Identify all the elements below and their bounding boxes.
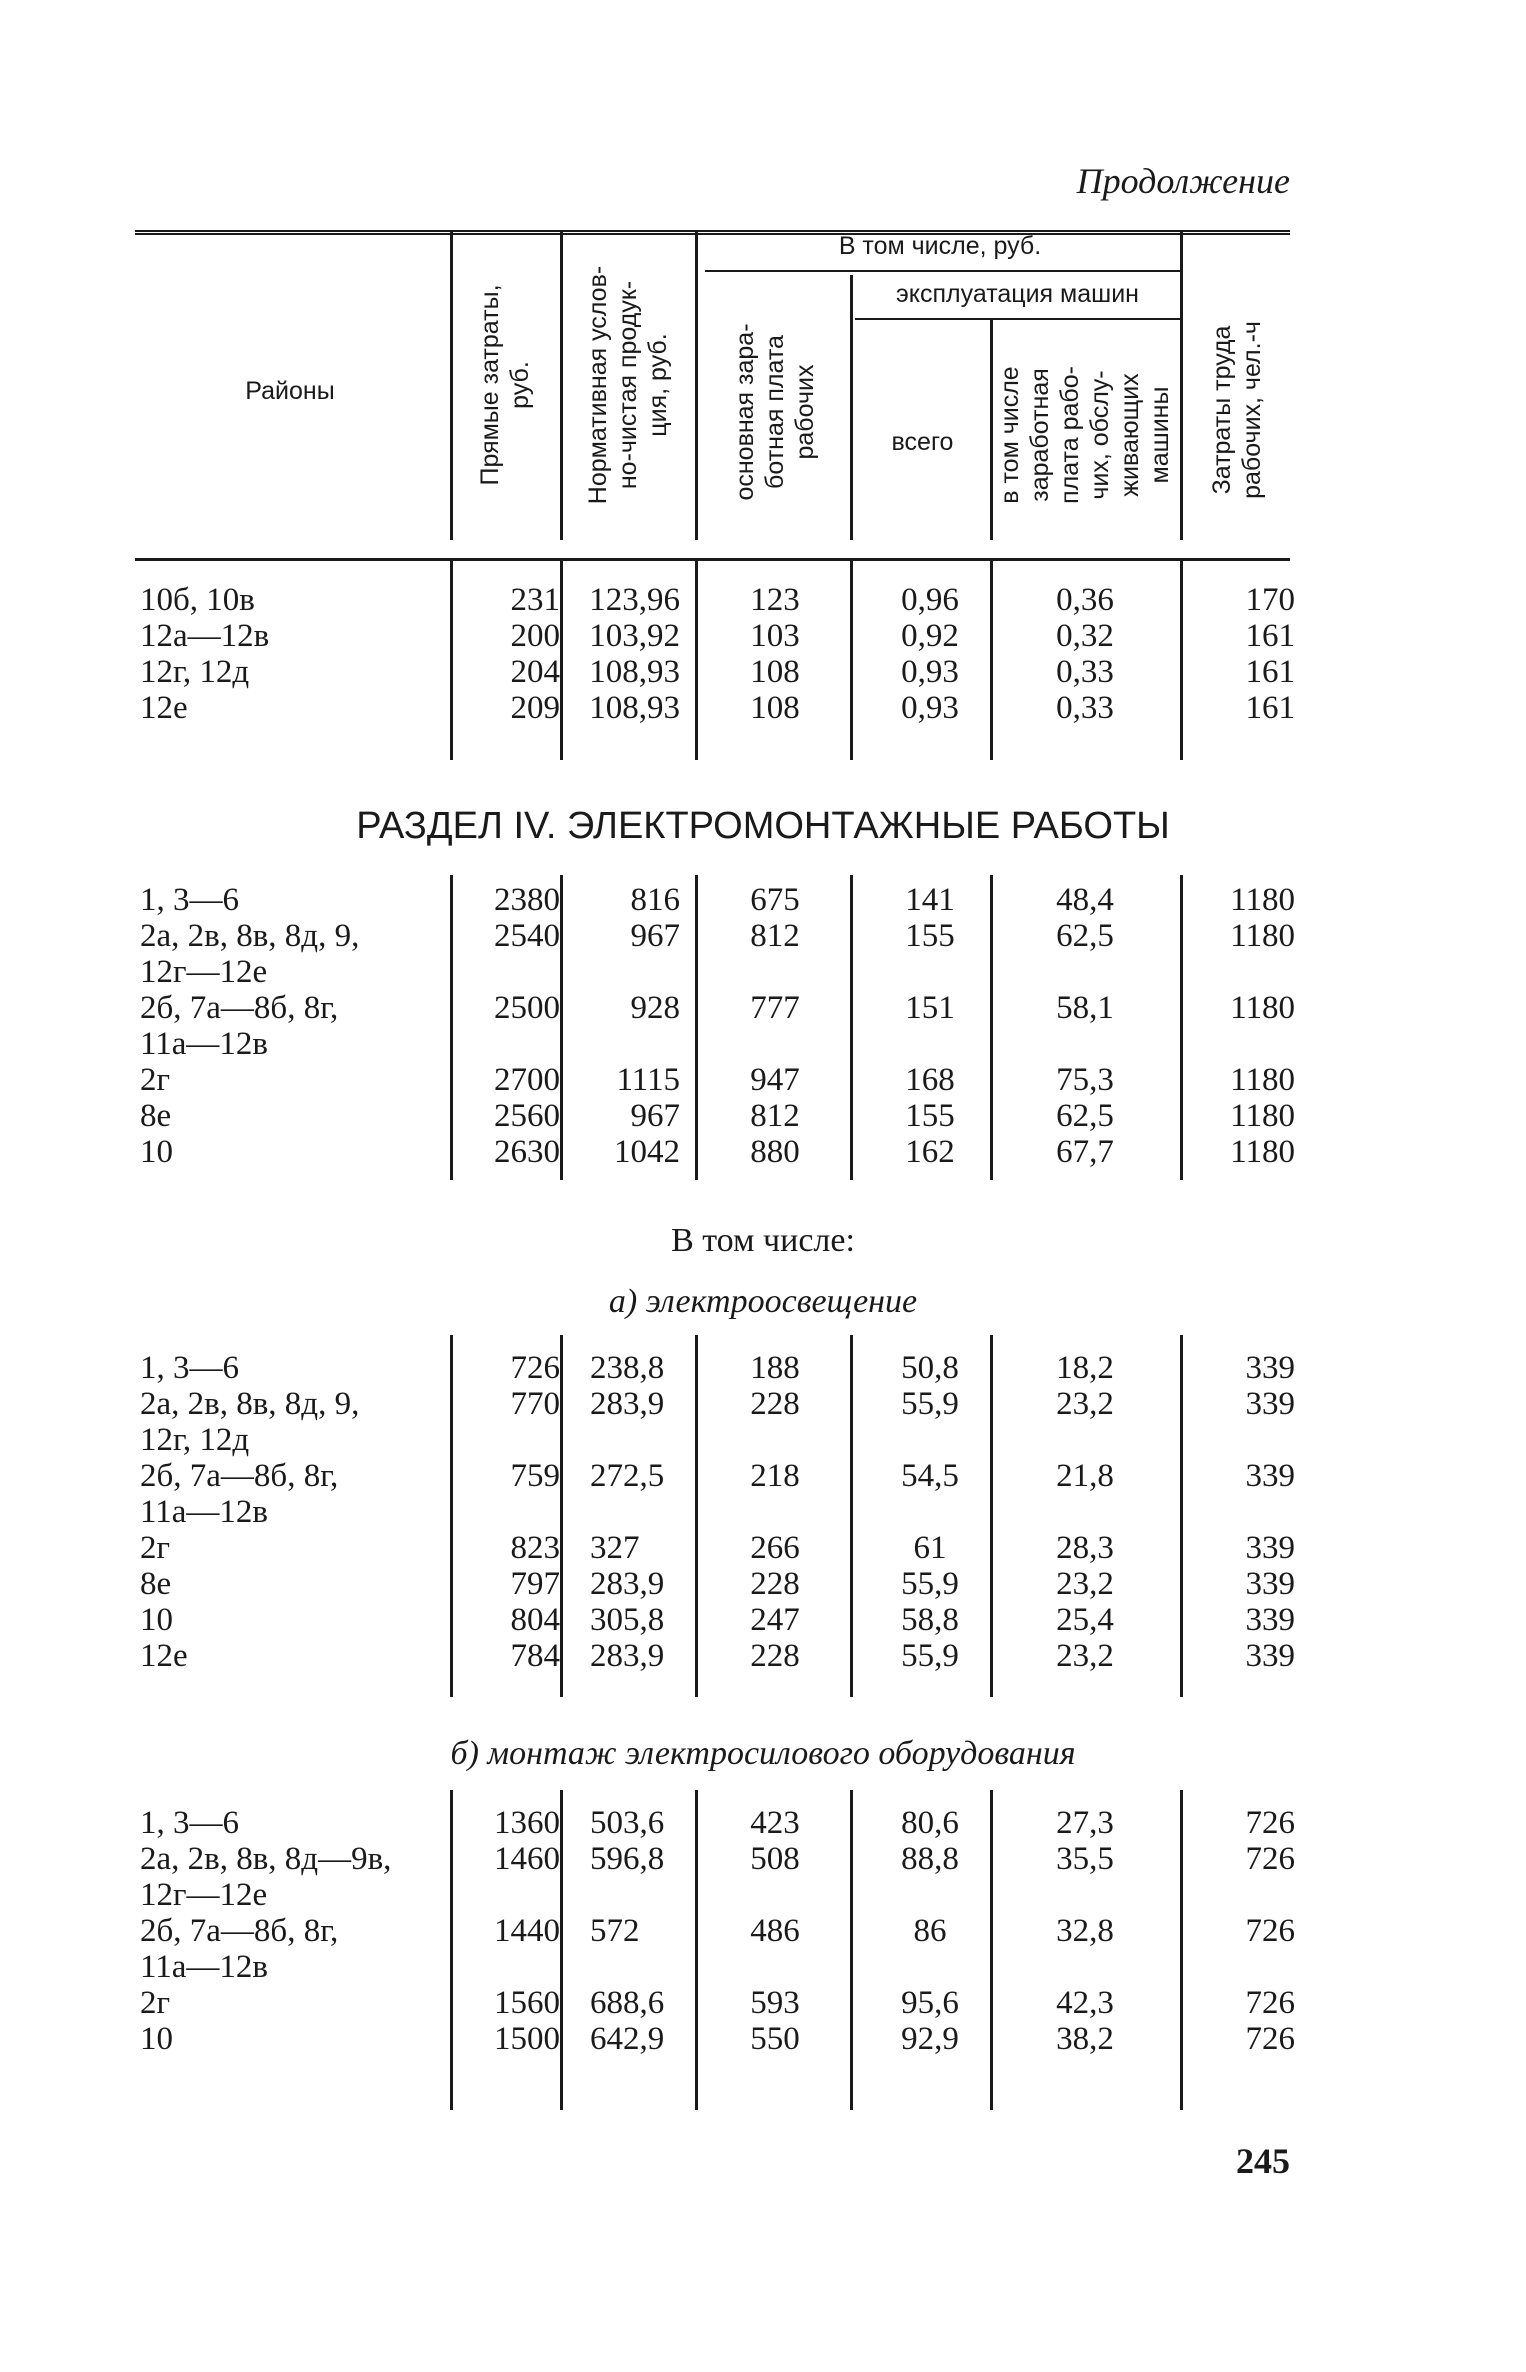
- region-line: 11а—12в: [140, 1494, 269, 1530]
- labor-cell: 339: [1245, 1638, 1295, 1674]
- region-cell: [140, 1458, 450, 1530]
- mwage-cell: 67,7: [1056, 1134, 1114, 1170]
- norm-cell: 572: [590, 1913, 640, 1949]
- mwage-cell: 32,8: [1056, 1913, 1114, 1949]
- wage-cell: 108: [750, 690, 800, 726]
- labor-cell: 339: [1245, 1602, 1295, 1638]
- norm-cell: 103,92: [589, 618, 680, 654]
- labor-cell: 161: [1245, 654, 1295, 690]
- region-line: 2б, 7а—8б, 8г,: [140, 1913, 339, 1949]
- mwage-cell: 0,32: [1056, 618, 1114, 654]
- norm-cell: 283,9: [590, 1638, 665, 1674]
- region-line: 10: [140, 1602, 173, 1638]
- subsection-title: а) электроосвещение: [608, 1283, 918, 1320]
- total-cell: 0,92: [901, 618, 959, 654]
- labor-cell: 726: [1245, 1805, 1295, 1841]
- region-line: 2г: [140, 1062, 171, 1098]
- region-cell: [140, 1638, 450, 1674]
- region-cell: [140, 618, 450, 654]
- labor-cell: 339: [1245, 1530, 1295, 1566]
- table-row: [0, 1985, 1526, 2021]
- direct-cell: 1440: [494, 1913, 560, 1949]
- region-line: 12г, 12д: [140, 1422, 250, 1458]
- direct-cell: 804: [510, 1602, 560, 1638]
- table-row: [0, 918, 1526, 990]
- mwage-cell: 0,33: [1056, 690, 1114, 726]
- table-row: [0, 1098, 1526, 1134]
- direct-cell: 1560: [494, 1985, 560, 2021]
- norm-cell: 642,9: [590, 2021, 665, 2057]
- table-row: [0, 1841, 1526, 1913]
- norm-cell: 688,6: [590, 1985, 665, 2021]
- region-cell: [140, 1350, 450, 1386]
- region-cell: [140, 1386, 450, 1458]
- total-cell: 155: [905, 918, 955, 954]
- region-cell: [140, 1530, 450, 1566]
- region-line: 12е: [140, 690, 188, 726]
- labor-cell: 1180: [1230, 1098, 1295, 1134]
- region-line: 8е: [140, 1566, 172, 1602]
- total-cell: 168: [905, 1062, 955, 1098]
- mwage-cell: 21,8: [1056, 1458, 1114, 1494]
- header-labor: Затраты труда рабочих, чел.-ч: [1208, 321, 1266, 499]
- direct-cell: 204: [510, 654, 560, 690]
- region-cell: [140, 1985, 450, 2021]
- direct-cell: 1460: [494, 1841, 560, 1877]
- direct-cell: 784: [510, 1638, 560, 1674]
- direct-cell: 2380: [494, 882, 560, 918]
- table-row: [0, 1458, 1526, 1530]
- wage-cell: 675: [750, 882, 800, 918]
- mwage-cell: 75,3: [1056, 1062, 1114, 1098]
- region-cell: [140, 2021, 450, 2057]
- region-cell: [140, 1134, 450, 1170]
- wage-cell: 247: [750, 1602, 800, 1638]
- header-divider: [450, 230, 453, 540]
- mwage-cell: 42,3: [1056, 1985, 1114, 2021]
- mwage-cell: 28,3: [1056, 1530, 1114, 1566]
- wage-cell: 812: [750, 918, 800, 954]
- wage-cell: 228: [750, 1638, 800, 1674]
- mwage-cell: 62,5: [1056, 1098, 1114, 1134]
- wage-cell: 880: [750, 1134, 800, 1170]
- labor-cell: 1180: [1230, 1062, 1295, 1098]
- header-subrule: [705, 270, 1180, 272]
- wage-cell: 486: [750, 1913, 800, 1949]
- region-cell: [140, 1566, 450, 1602]
- subsection-title: б) монтаж электросилового оборудования: [450, 1735, 1076, 1772]
- direct-cell: 200: [510, 618, 560, 654]
- region-line: 10: [140, 1134, 173, 1170]
- region-cell: [140, 990, 450, 1062]
- direct-cell: 2500: [494, 990, 560, 1026]
- wage-cell: 777: [750, 990, 800, 1026]
- total-cell: 162: [905, 1134, 955, 1170]
- wage-cell: 228: [750, 1386, 800, 1422]
- labor-cell: 1180: [1230, 1134, 1295, 1170]
- header-divider: [850, 275, 853, 540]
- header-base-wage: основная зара- ботная плата рабочих: [731, 323, 819, 501]
- table-row: [0, 2021, 1526, 2057]
- region-line: 10б, 10в: [140, 582, 255, 618]
- labor-cell: 339: [1245, 1458, 1295, 1494]
- direct-cell: 231: [510, 582, 560, 618]
- total-cell: 61: [913, 1530, 947, 1566]
- total-cell: 92,9: [901, 2021, 959, 2057]
- total-cell: 55,9: [901, 1638, 959, 1674]
- total-cell: 0,96: [901, 582, 959, 618]
- header-machine-wage: в том числе заработная плата рабо- чих, обслу- живающих машины: [996, 366, 1174, 504]
- total-cell: 155: [905, 1098, 955, 1134]
- header-subrule: [855, 318, 1180, 320]
- wage-cell: 218: [750, 1458, 800, 1494]
- header-including: В том числе, руб.: [838, 232, 1042, 260]
- table-row: [0, 1530, 1526, 1566]
- norm-cell: 928: [630, 990, 680, 1026]
- header-normative: Нормативная услов- но-чистая продук- ция, руб.: [584, 265, 672, 505]
- direct-cell: 823: [510, 1530, 560, 1566]
- region-line: 2б, 7а—8б, 8г,: [140, 990, 339, 1026]
- wage-cell: 947: [750, 1062, 800, 1098]
- region-cell: [140, 1841, 450, 1913]
- labor-cell: 726: [1245, 1985, 1295, 2021]
- region-cell: [140, 1913, 450, 1985]
- norm-cell: 816: [630, 882, 680, 918]
- table-row: [0, 1062, 1526, 1098]
- table-row: [0, 1350, 1526, 1386]
- norm-cell: 967: [630, 918, 680, 954]
- table-row: [0, 882, 1526, 918]
- region-line: 11а—12в: [140, 1949, 269, 1985]
- region-line: 12а—12в: [140, 618, 270, 654]
- mwage-cell: 0,36: [1056, 582, 1114, 618]
- region-line: 2а, 2в, 8в, 8д, 9,: [140, 1386, 360, 1422]
- wage-cell: 593: [750, 1985, 800, 2021]
- page-number: 245: [1236, 2141, 1290, 2181]
- region-line: 12г—12е: [140, 1877, 268, 1913]
- labor-cell: 339: [1245, 1566, 1295, 1602]
- header-machine-operation: эксплуатация машин: [896, 280, 1139, 308]
- labor-cell: 161: [1245, 618, 1295, 654]
- total-cell: 0,93: [901, 654, 959, 690]
- region-line: 2б, 7а—8б, 8г,: [140, 1458, 339, 1494]
- header-divider: [695, 230, 698, 540]
- mwage-cell: 48,4: [1056, 882, 1114, 918]
- region-line: 2а, 2в, 8в, 8д, 9,: [140, 918, 360, 954]
- wage-cell: 103: [750, 618, 800, 654]
- region-cell: [140, 1805, 450, 1841]
- region-line: 2г: [140, 1985, 171, 2021]
- direct-cell: 1360: [494, 1805, 560, 1841]
- norm-cell: 272,5: [590, 1458, 665, 1494]
- table-row: [0, 654, 1526, 690]
- direct-cell: 2540: [494, 918, 560, 954]
- mwage-cell: 58,1: [1056, 990, 1114, 1026]
- table-row: [0, 1602, 1526, 1638]
- total-cell: 141: [905, 882, 955, 918]
- total-cell: 50,8: [901, 1350, 959, 1386]
- region-cell: [140, 918, 450, 990]
- total-cell: 86: [913, 1913, 947, 1949]
- norm-cell: 283,9: [590, 1386, 665, 1422]
- table-row: [0, 1913, 1526, 1985]
- labor-cell: 161: [1245, 690, 1295, 726]
- header-divider: [560, 230, 563, 540]
- region-cell: [140, 1098, 450, 1134]
- region-cell: [140, 654, 450, 690]
- labor-cell: 726: [1245, 1913, 1295, 1949]
- labor-cell: 1180: [1230, 990, 1295, 1026]
- mwage-cell: 23,2: [1056, 1566, 1114, 1602]
- region-line: 12г, 12д: [140, 654, 250, 690]
- norm-cell: 1115: [616, 1062, 680, 1098]
- direct-cell: 770: [510, 1386, 560, 1422]
- region-cell: [140, 1602, 450, 1638]
- norm-cell: 108,93: [589, 690, 680, 726]
- norm-cell: 503,6: [590, 1805, 665, 1841]
- table-row: [0, 1386, 1526, 1458]
- direct-cell: 759: [510, 1458, 560, 1494]
- table-row: [0, 690, 1526, 726]
- total-cell: 80,6: [901, 1805, 959, 1841]
- table-row: [0, 1805, 1526, 1841]
- labor-cell: 339: [1245, 1350, 1295, 1386]
- region-line: 2г: [140, 1530, 171, 1566]
- table-row: [0, 582, 1526, 618]
- wage-cell: 108: [750, 654, 800, 690]
- direct-cell: 797: [510, 1566, 560, 1602]
- table-row: [0, 1638, 1526, 1674]
- norm-cell: 305,8: [590, 1602, 665, 1638]
- region-line: 1, 3—6: [140, 882, 239, 918]
- total-cell: 0,93: [901, 690, 959, 726]
- region-line: 1, 3—6: [140, 1350, 239, 1386]
- total-cell: 151: [905, 990, 955, 1026]
- mwage-cell: 62,5: [1056, 918, 1114, 954]
- labor-cell: 726: [1245, 1841, 1295, 1877]
- region-line: 1, 3—6: [140, 1805, 239, 1841]
- wage-cell: 812: [750, 1098, 800, 1134]
- header-divider: [1180, 230, 1183, 540]
- mwage-cell: 35,5: [1056, 1841, 1114, 1877]
- norm-cell: 238,8: [590, 1350, 665, 1386]
- mwage-cell: 18,2: [1056, 1350, 1114, 1386]
- mwage-cell: 23,2: [1056, 1386, 1114, 1422]
- table-row: [0, 618, 1526, 654]
- norm-cell: 596,8: [590, 1841, 665, 1877]
- direct-cell: 726: [510, 1350, 560, 1386]
- norm-cell: 327: [590, 1530, 640, 1566]
- total-cell: 95,6: [901, 1985, 959, 2021]
- direct-cell: 2630: [494, 1134, 560, 1170]
- region-line: 10: [140, 2021, 173, 2057]
- labor-cell: 726: [1245, 2021, 1295, 2057]
- section-title: РАЗДЕЛ IV. ЭЛЕКТРОМОНТАЖНЫЕ РАБОТЫ: [356, 805, 1170, 847]
- wage-cell: 423: [750, 1805, 800, 1841]
- region-line: 12г—12е: [140, 954, 268, 990]
- wage-cell: 188: [750, 1350, 800, 1386]
- region-line: 2а, 2в, 8в, 8д—9в,: [140, 1841, 392, 1877]
- header-direct-costs: Прямые затраты, руб.: [476, 284, 534, 486]
- wage-cell: 228: [750, 1566, 800, 1602]
- direct-cell: 1500: [494, 2021, 560, 2057]
- norm-cell: 1042: [614, 1134, 680, 1170]
- labor-cell: 1180: [1230, 918, 1295, 954]
- region-line: 11а—12в: [140, 1026, 269, 1062]
- table-row: [0, 1566, 1526, 1602]
- labor-cell: 170: [1245, 582, 1295, 618]
- region-cell: [140, 690, 450, 726]
- table-row: [0, 990, 1526, 1062]
- labor-cell: 339: [1245, 1386, 1295, 1422]
- header-bottom-rule: [135, 558, 1290, 561]
- table-row: [0, 1134, 1526, 1170]
- region-cell: [140, 882, 450, 918]
- total-cell: 58,8: [901, 1602, 959, 1638]
- region-line: 12е: [140, 1638, 188, 1674]
- mwage-cell: 23,2: [1056, 1638, 1114, 1674]
- total-cell: 54,5: [901, 1458, 959, 1494]
- direct-cell: 2560: [494, 1098, 560, 1134]
- subsection-lead: В том числе:: [671, 1222, 855, 1259]
- wage-cell: 508: [750, 1841, 800, 1877]
- total-cell: 55,9: [901, 1386, 959, 1422]
- mwage-cell: 38,2: [1056, 2021, 1114, 2057]
- norm-cell: 967: [630, 1098, 680, 1134]
- direct-cell: 209: [510, 690, 560, 726]
- wage-cell: 123: [750, 582, 800, 618]
- wage-cell: 266: [750, 1530, 800, 1566]
- labor-cell: 1180: [1230, 882, 1295, 918]
- region-cell: [140, 582, 450, 618]
- continuation-label: Продолжение: [1076, 161, 1290, 201]
- mwage-cell: 25,4: [1056, 1602, 1114, 1638]
- wage-cell: 550: [750, 2021, 800, 2057]
- norm-cell: 123,96: [589, 582, 680, 618]
- norm-cell: 283,9: [590, 1566, 665, 1602]
- total-cell: 55,9: [901, 1566, 959, 1602]
- header-divider: [990, 320, 993, 540]
- header-regions: Районы: [245, 377, 335, 405]
- mwage-cell: 0,33: [1056, 654, 1114, 690]
- region-cell: [140, 1062, 450, 1098]
- region-line: 8е: [140, 1098, 172, 1134]
- total-cell: 88,8: [901, 1841, 959, 1877]
- norm-cell: 108,93: [589, 654, 680, 690]
- header-total: всего: [891, 428, 954, 456]
- mwage-cell: 27,3: [1056, 1805, 1114, 1841]
- direct-cell: 2700: [494, 1062, 560, 1098]
